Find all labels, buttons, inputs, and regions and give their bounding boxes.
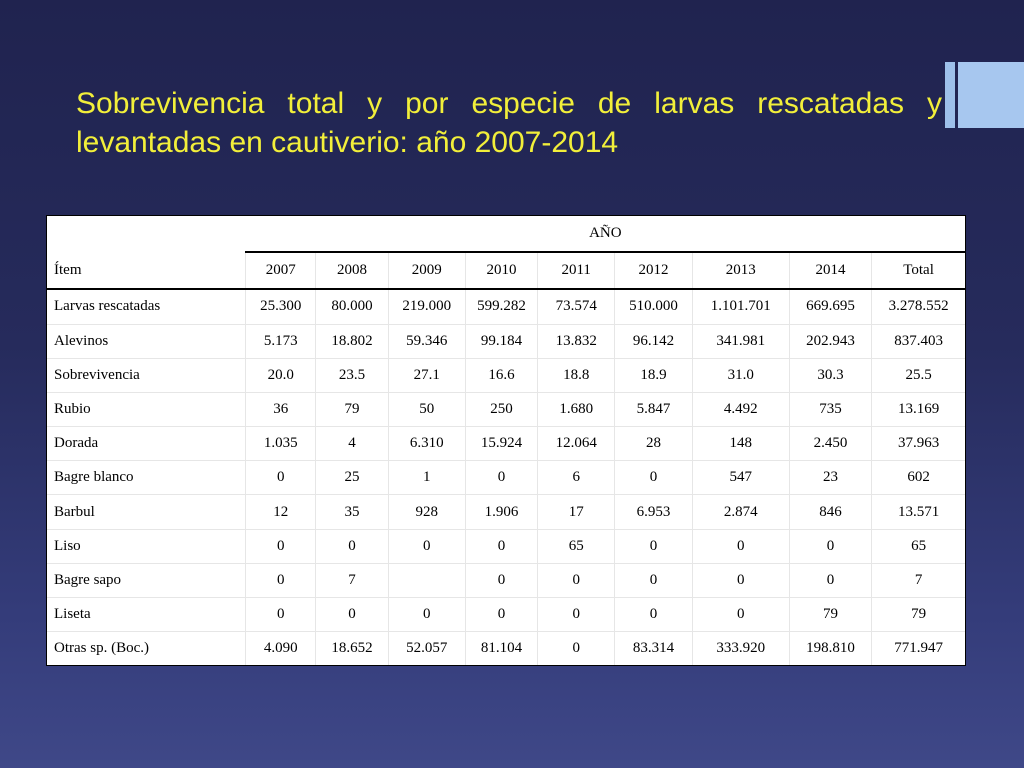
table-cell: 341.981: [692, 324, 789, 358]
table-cell: 219.000: [388, 289, 465, 324]
row-label: Bagre sapo: [47, 563, 246, 597]
table-cell: 36: [246, 392, 316, 426]
table-cell: 28: [615, 427, 692, 461]
table-cell: 1.035: [246, 427, 316, 461]
column-header-2010: 2010: [465, 252, 537, 289]
table-cell: 12.064: [538, 427, 615, 461]
table-cell: 6.953: [615, 495, 692, 529]
table-cell: 599.282: [465, 289, 537, 324]
decorative-bar-thin: [945, 62, 955, 128]
table-cell: 52.057: [388, 632, 465, 665]
table-cell: 6: [538, 461, 615, 495]
table-cell: 771.947: [872, 632, 965, 665]
table-cell: 202.943: [789, 324, 871, 358]
row-label: Sobrevivencia: [47, 358, 246, 392]
table-cell: 0: [615, 563, 692, 597]
table-cell: 2.450: [789, 427, 871, 461]
table-cell: 13.169: [872, 392, 965, 426]
row-label: Rubio: [47, 392, 246, 426]
row-label: Larvas rescatadas: [47, 289, 246, 324]
table-cell: 99.184: [465, 324, 537, 358]
table-cell: 510.000: [615, 289, 692, 324]
table-cell: 0: [789, 529, 871, 563]
table-cell: 0: [465, 598, 537, 632]
table-cell: 7: [872, 563, 965, 597]
table-cell: 6.310: [388, 427, 465, 461]
table-cell: 0: [316, 529, 388, 563]
table-cell: 16.6: [465, 358, 537, 392]
larvae-survival-table: [47, 216, 965, 665]
table-cell: 0: [246, 563, 316, 597]
table-row: [47, 358, 965, 392]
row-label: Alevinos: [47, 324, 246, 358]
table-row: [47, 563, 965, 597]
table-cell: 0: [246, 461, 316, 495]
column-header-2012: 2012: [615, 252, 692, 289]
table-row: [47, 461, 965, 495]
table-cell: 83.314: [615, 632, 692, 665]
table-cell: 4.492: [692, 392, 789, 426]
table-cell: 0: [246, 529, 316, 563]
table-cell: 0: [789, 563, 871, 597]
data-table-container: [46, 215, 966, 666]
table-cell: 30.3: [789, 358, 871, 392]
table-row: [47, 529, 965, 563]
table-cell: 0: [538, 563, 615, 597]
row-label: Bagre blanco: [47, 461, 246, 495]
table-cell: 23.5: [316, 358, 388, 392]
table-cell: 0: [465, 529, 537, 563]
table-cell: 18.802: [316, 324, 388, 358]
table-cell: 18.652: [316, 632, 388, 665]
table-row: [47, 632, 965, 665]
table-cell: 79: [316, 392, 388, 426]
decorative-bar-block: [958, 62, 1024, 128]
table-cell: 0: [538, 632, 615, 665]
table-cell: 735: [789, 392, 871, 426]
table-cell: 0: [692, 598, 789, 632]
table-cell: 25.5: [872, 358, 965, 392]
table-cell: 0: [465, 461, 537, 495]
table-cell: 0: [388, 598, 465, 632]
table-cell: 5.847: [615, 392, 692, 426]
table-cell: 13.571: [872, 495, 965, 529]
table-cell: 0: [615, 461, 692, 495]
year-group-header: AÑO: [246, 216, 965, 252]
row-label: Dorada: [47, 427, 246, 461]
table-row: [47, 392, 965, 426]
table-cell: 50: [388, 392, 465, 426]
table-cell: 3.278.552: [872, 289, 965, 324]
table-cell: 18.9: [615, 358, 692, 392]
table-cell: 25.300: [246, 289, 316, 324]
table-cell: 0: [388, 529, 465, 563]
table-row: [47, 324, 965, 358]
table-cell: 0: [538, 598, 615, 632]
table-cell: 1.906: [465, 495, 537, 529]
row-label: Otras sp. (Boc.): [54, 640, 149, 657]
table-cell: 81.104: [465, 632, 537, 665]
table-cell: 17: [538, 495, 615, 529]
table-cell: 0: [316, 598, 388, 632]
table-cell: 5.173: [246, 324, 316, 358]
table-cell: 79: [789, 598, 871, 632]
table-cell: 73.574: [538, 289, 615, 324]
table-cell: 837.403: [872, 324, 965, 358]
table-cell: 928: [388, 495, 465, 529]
table-cell: 27.1: [388, 358, 465, 392]
table-cell: 31.0: [692, 358, 789, 392]
table-cell: 79: [872, 598, 965, 632]
table-row: [47, 289, 965, 324]
table-cell: 20.0: [246, 358, 316, 392]
table-row: [47, 598, 965, 632]
table-cell: 65: [538, 529, 615, 563]
column-header-2009: 2009: [388, 252, 465, 289]
row-label: Liso: [47, 529, 246, 563]
table-cell: 602: [872, 461, 965, 495]
table-cell: 13.832: [538, 324, 615, 358]
column-header-2007: 2007: [246, 252, 316, 289]
table-cell: 0: [465, 563, 537, 597]
table-cell: 4.090: [246, 632, 316, 665]
table-cell: 35: [316, 495, 388, 529]
table-cell: 37.963: [872, 427, 965, 461]
table-cell: 2.874: [692, 495, 789, 529]
table-row: [47, 495, 965, 529]
table-cell: 96.142: [615, 324, 692, 358]
table-cell: 12: [246, 495, 316, 529]
table-cell: 59.346: [388, 324, 465, 358]
table-cell: 7: [316, 563, 388, 597]
table-cell: 1.680: [538, 392, 615, 426]
table-cell: 25: [316, 461, 388, 495]
table-cell: 0: [692, 563, 789, 597]
table-cell: 846: [789, 495, 871, 529]
table-cell: 198.810: [789, 632, 871, 665]
column-header-2011: 2011: [538, 252, 615, 289]
table-cell: 547: [692, 461, 789, 495]
item-column-header: Ítem: [47, 252, 246, 289]
table-cell: 0: [692, 529, 789, 563]
table-cell: 18.8: [538, 358, 615, 392]
row-label: Barbul: [47, 495, 246, 529]
header-corner: [47, 216, 246, 252]
slide-title: Sobrevivencia total y por especie de larvas rescatadas y levantadas en cautiverio: año 2007-2014: [76, 87, 942, 159]
row-label: Liseta: [47, 598, 246, 632]
table-cell: 23: [789, 461, 871, 495]
column-header-2013: 2013: [692, 252, 789, 289]
column-header-2008: 2008: [316, 252, 388, 289]
table-cell: 250: [465, 392, 537, 426]
column-header-2014: 2014: [789, 252, 871, 289]
table-cell: 4: [316, 427, 388, 461]
table-cell: 1.101.701: [692, 289, 789, 324]
table-cell: 15.924: [465, 427, 537, 461]
table-cell: 65: [872, 529, 965, 563]
table-cell: 1: [388, 461, 465, 495]
table-cell: 80.000: [316, 289, 388, 324]
table-cell: 669.695: [789, 289, 871, 324]
table-cell: [388, 563, 465, 597]
table-cell: 0: [246, 598, 316, 632]
table-cell: 0: [615, 529, 692, 563]
table-cell: 0: [615, 598, 692, 632]
column-header-total: Total: [872, 252, 965, 289]
table-row: [47, 427, 965, 461]
table-cell: 333.920: [692, 632, 789, 665]
table-cell: 148: [692, 427, 789, 461]
